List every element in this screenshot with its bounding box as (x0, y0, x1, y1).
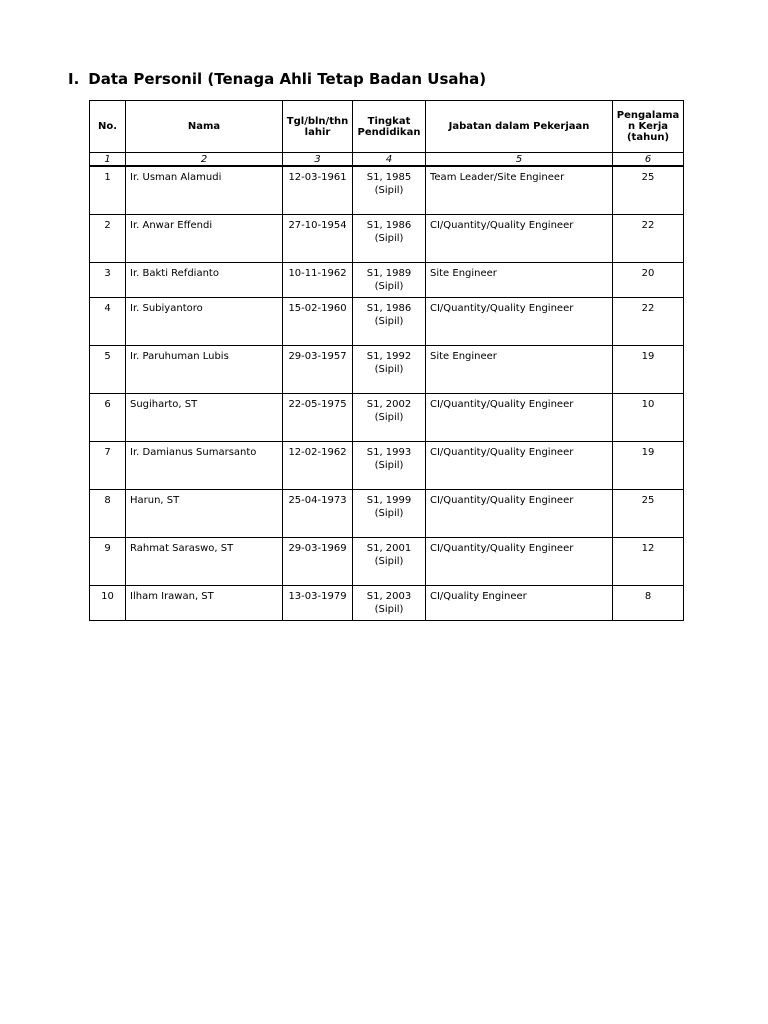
cell-pendidikan (353, 346, 426, 394)
column-index: 1 (90, 153, 126, 167)
pendidikan-field: (Sipil) (374, 281, 404, 292)
cell-jabatan: CI/Quantity/Quality Engineer (426, 394, 613, 442)
table-row (90, 166, 684, 215)
pendidikan-degree: S1, 1986 (366, 220, 412, 231)
pendidikan-degree: S1, 1993 (366, 447, 412, 458)
pendidikan-degree: S1, 1986 (366, 303, 412, 314)
cell-tgl-lahir: 10-11-1962 (283, 263, 353, 298)
cell-tgl-lahir: 29-03-1969 (283, 538, 353, 586)
cell-tgl-lahir: 12-03-1961 (283, 166, 353, 215)
cell-no: 4 (90, 298, 126, 346)
cell-nama: Sugiharto, ST (126, 394, 283, 442)
cell-pengalaman: 22 (613, 298, 684, 346)
cell-nama: Ilham Irawan, ST (126, 586, 283, 621)
cell-jabatan: Site Engineer (426, 346, 613, 394)
cell-pendidikan (353, 394, 426, 442)
pendidikan-degree: S1, 2002 (366, 399, 412, 410)
cell-jabatan: Team Leader/Site Engineer (426, 166, 613, 215)
cell-tgl-lahir: 12-02-1962 (283, 442, 353, 490)
cell-pendidikan (353, 442, 426, 490)
cell-tgl-lahir: 22-05-1975 (283, 394, 353, 442)
cell-pengalaman: 8 (613, 586, 684, 621)
cell-no: 6 (90, 394, 126, 442)
table-row (90, 586, 684, 621)
cell-nama: Ir. Bakti Refdianto (126, 263, 283, 298)
header-tgl-lahir: Tgl/bln/thn lahir (283, 101, 353, 153)
header-row (90, 101, 684, 153)
pendidikan-field: (Sipil) (374, 233, 404, 244)
cell-nama: Ir. Damianus Sumarsanto (126, 442, 283, 490)
cell-pendidikan (353, 166, 426, 215)
header-no: No. (90, 101, 126, 153)
column-index: 6 (613, 153, 684, 167)
cell-pengalaman: 12 (613, 538, 684, 586)
column-index: 2 (126, 153, 283, 167)
cell-no: 3 (90, 263, 126, 298)
table-row (90, 490, 684, 538)
cell-jabatan: CI/Quality Engineer (426, 586, 613, 621)
pendidikan-degree: S1, 1985 (366, 172, 412, 183)
pendidikan-degree: S1, 2003 (366, 591, 412, 602)
header-tingkat-pendidikan: Tingkat Pendidikan (353, 101, 426, 153)
cell-nama: Ir. Subiyantoro (126, 298, 283, 346)
table-row (90, 215, 684, 263)
cell-pengalaman: 19 (613, 346, 684, 394)
pendidikan-field: (Sipil) (374, 364, 404, 375)
cell-pengalaman: 20 (613, 263, 684, 298)
cell-no: 8 (90, 490, 126, 538)
cell-pendidikan (353, 586, 426, 621)
cell-pengalaman: 10 (613, 394, 684, 442)
cell-jabatan: CI/Quantity/Quality Engineer (426, 215, 613, 263)
table-row (90, 263, 684, 298)
cell-no: 10 (90, 586, 126, 621)
column-index: 4 (353, 153, 426, 167)
cell-pengalaman: 22 (613, 215, 684, 263)
pendidikan-field: (Sipil) (374, 604, 404, 615)
column-index-row (90, 153, 684, 167)
cell-pendidikan (353, 490, 426, 538)
header-nama: Nama (126, 101, 283, 153)
cell-no: 1 (90, 166, 126, 215)
cell-pendidikan (353, 215, 426, 263)
cell-jabatan: CI/Quantity/Quality Engineer (426, 538, 613, 586)
pendidikan-field: (Sipil) (374, 185, 404, 196)
cell-tgl-lahir: 13-03-1979 (283, 586, 353, 621)
table-row (90, 538, 684, 586)
cell-tgl-lahir: 15-02-1960 (283, 298, 353, 346)
cell-nama: Rahmat Saraswo, ST (126, 538, 283, 586)
cell-no: 5 (90, 346, 126, 394)
pendidikan-degree: S1, 2001 (366, 543, 412, 554)
cell-pengalaman: 19 (613, 442, 684, 490)
table-row (90, 394, 684, 442)
section-number: I. (68, 70, 80, 88)
cell-nama: Ir. Usman Alamudi (126, 166, 283, 215)
cell-pendidikan (353, 538, 426, 586)
header-jabatan: Jabatan dalam Pekerjaan (426, 101, 613, 153)
section-title: Data Personil (Tenaga Ahli Tetap Badan Usaha) (88, 70, 487, 88)
cell-jabatan: CI/Quantity/Quality Engineer (426, 298, 613, 346)
cell-nama: Harun, ST (126, 490, 283, 538)
cell-pengalaman: 25 (613, 166, 684, 215)
cell-no: 2 (90, 215, 126, 263)
header-pengalaman: Pengalama n Kerja (tahun) (613, 101, 684, 153)
cell-tgl-lahir: 27-10-1954 (283, 215, 353, 263)
cell-nama: Ir. Anwar Effendi (126, 215, 283, 263)
section-heading (68, 70, 486, 88)
cell-jabatan: CI/Quantity/Quality Engineer (426, 442, 613, 490)
column-index: 5 (426, 153, 613, 167)
cell-pendidikan (353, 298, 426, 346)
pendidikan-field: (Sipil) (374, 460, 404, 471)
cell-tgl-lahir: 25-04-1973 (283, 490, 353, 538)
cell-jabatan: Site Engineer (426, 263, 613, 298)
column-index: 3 (283, 153, 353, 167)
cell-no: 9 (90, 538, 126, 586)
cell-jabatan: CI/Quantity/Quality Engineer (426, 490, 613, 538)
table-row (90, 442, 684, 490)
cell-pendidikan (353, 263, 426, 298)
pendidikan-degree: S1, 1999 (366, 495, 412, 506)
table-row (90, 346, 684, 394)
pendidikan-degree: S1, 1989 (366, 268, 412, 279)
pendidikan-field: (Sipil) (374, 412, 404, 423)
cell-pengalaman: 25 (613, 490, 684, 538)
cell-no: 7 (90, 442, 126, 490)
pendidikan-field: (Sipil) (374, 316, 404, 327)
personnel-table (89, 100, 684, 621)
cell-nama: Ir. Paruhuman Lubis (126, 346, 283, 394)
cell-tgl-lahir: 29-03-1957 (283, 346, 353, 394)
pendidikan-field: (Sipil) (374, 508, 404, 519)
pendidikan-field: (Sipil) (374, 556, 404, 567)
table-row (90, 298, 684, 346)
pendidikan-degree: S1, 1992 (366, 351, 412, 362)
